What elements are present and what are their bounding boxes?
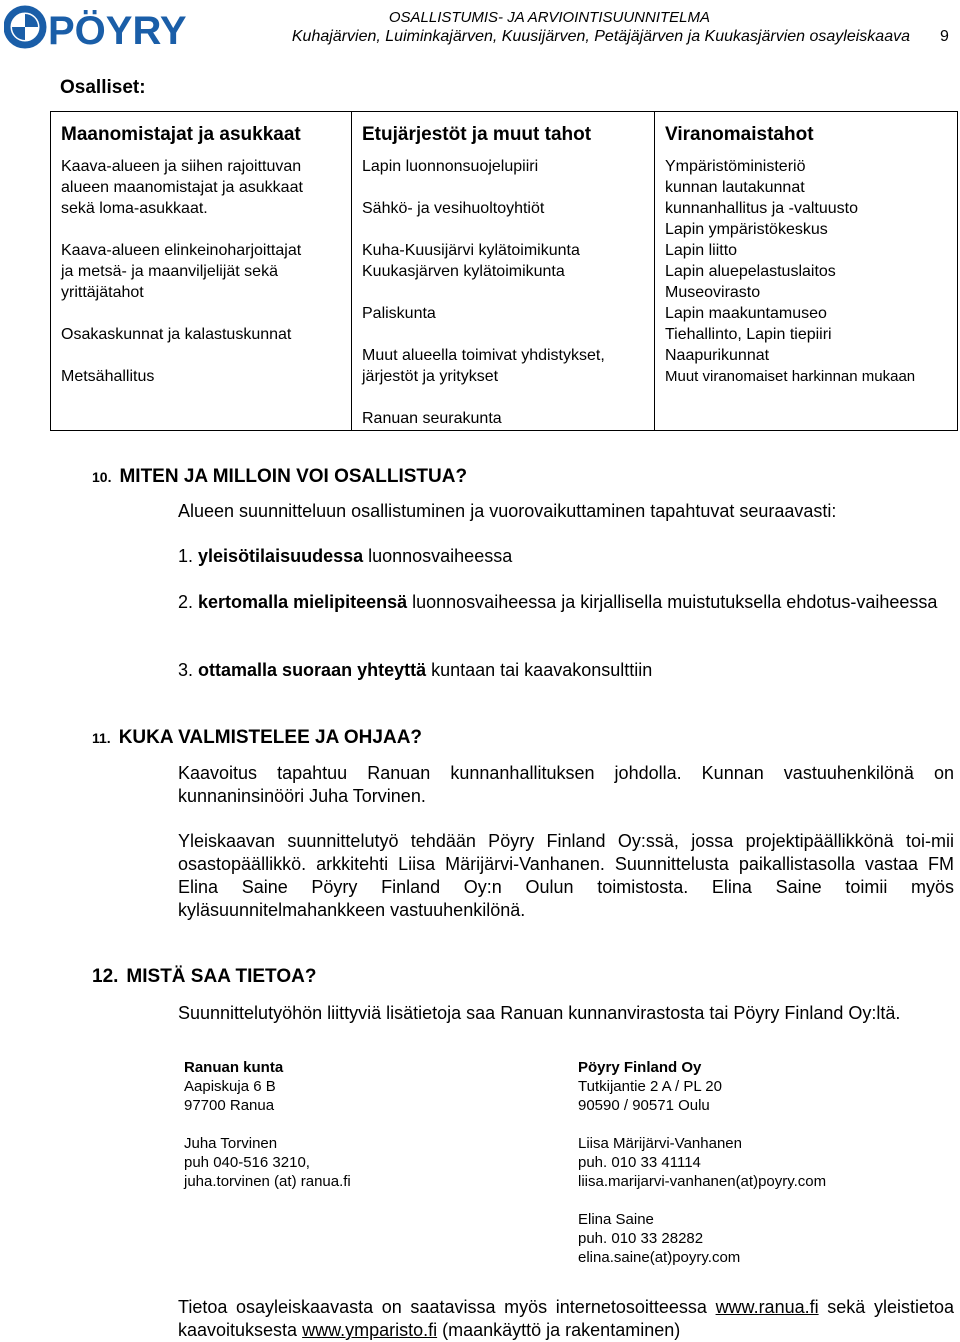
contact-ranua — [184, 1058, 544, 1191]
list-item: 1. yleisötilaisuudessa luonnosvaiheessa — [178, 546, 513, 566]
section-number: 11. — [92, 730, 111, 746]
section-10-intro: Alueen suunnitteluun osallistuminen ja vuorovaikuttaminen tapahtuvat seuraavasti: — [178, 501, 837, 521]
column-text: Kaava-alueen ja siihen rajoittuvan alueen maanomistajat ja asukkaat sekä loma-asukkaat. Kaava-alueen elinkeinoharjoittajat ja metsä- ja maanviljelijät sekä yrittäjätahot Osakaskunnat ja kalastuskunnat Metsähallitus — [61, 158, 303, 385]
contact-org: Pöyry Finland Oy — [578, 1059, 702, 1076]
section-title: MITEN JA MILLOIN VOI OSALLISTUA? — [119, 466, 468, 487]
column-heading: Etujärjestöt ja muut tahot — [362, 124, 592, 145]
contact-address: Aapiskuja 6 B — [184, 1078, 276, 1095]
contact-poyry — [578, 1058, 948, 1267]
contact-person: Juha Torvinen — [184, 1135, 278, 1152]
table-column-authorities — [665, 124, 955, 387]
contact-email: elina.saine(at)poyry.com — [578, 1249, 741, 1266]
contact-postcode: 97700 Ranua — [184, 1097, 275, 1114]
contact-postcode: 90590 / 90571 Oulu — [578, 1097, 710, 1114]
ymparisto-link[interactable]: www.ymparisto.fi — [302, 1320, 438, 1340]
contact-phone: puh. 010 33 41114 — [578, 1154, 701, 1171]
document-subtitle: Kuhajärvien, Luiminkajärven, Kuusijärven, Petäjäjärven ja Kuukasjärvien osayleiskaava — [291, 28, 910, 45]
stakeholder-table — [50, 111, 958, 431]
list-item: 3. ottamalla suoraan yhteyttä kuntaan tai kaavakonsulttiin — [178, 660, 653, 680]
document-title: OSALLISTUMIS- JA ARVIOINTISUUNNITELMA — [388, 9, 710, 26]
column-text: Lapin luonnonsuojelupiiri Sähkö- ja vesihuoltoyhtiöt Kuha-Kuusijärvi kylätoimikunta Kuukasjärven kylätoimikunta Paliskunta Muut alueella toimivat yhdistykset, järjestöt ja yritykset Ranuan seurakunta — [362, 158, 605, 427]
section-12-heading — [92, 966, 316, 988]
table-divider — [351, 112, 352, 430]
contact-person: Elina Saine — [578, 1211, 654, 1228]
section-11-paragraph-2: Yleiskaavan suunnittelutyö tehdään Pöyry Finland Oy:ssä, jossa projektipäällikkönä toi-mii osastopäällikkö. arkkitehti Liisa Märijärvi-Vanhanen. Suunnittelusta paikallistasolla vastaa FM Elina Saine Pöyry Finland Oy:n Oulun toimistosta. Elina Saine toimii myös kyläsuunnitelmahankkeen vastuuhenkilönä. — [178, 831, 954, 920]
section-title: MISTÄ SAA TIETOA? — [126, 966, 317, 987]
ranua-link[interactable]: www.ranua.fi — [715, 1297, 819, 1317]
contact-email: liisa.marijarvi-vanhanen(at)poyry.com — [578, 1173, 827, 1190]
section-title: KUKA VALMISTELEE JA OHJAA? — [118, 727, 423, 748]
logo-text: PÖYRY — [48, 9, 187, 50]
section-number: 12. — [92, 966, 119, 987]
osalliset-heading: Osalliset: — [60, 77, 146, 98]
table-column-organisations — [362, 124, 650, 429]
section-number: 10. — [92, 469, 112, 485]
contact-email: juha.torvinen (at) ranua.fi — [184, 1173, 351, 1190]
page-number: 9 — [940, 28, 949, 45]
contact-org: Ranuan kunta — [184, 1059, 284, 1076]
table-column-landowners — [61, 124, 347, 387]
list-item: 2. kertomalla mielipiteensä luonnosvaiheessa ja kirjallisella muistutuksella ehdotus-vaiheessa — [178, 592, 938, 612]
column-text-last: Muut viranomaiset harkinnan mukaan — [665, 368, 916, 385]
section-11-heading — [92, 727, 422, 749]
column-text: Ympäristöministeriö kunnan lautakunnat kunnanhallitus ja -valtuusto Lapin ympäristökeskus Lapin liitto Lapin aluepelastuslaitos Museovirasto Lapin maakuntamuseo Tiehallinto, Lapin tiepiiri Naapurikunnat — [665, 158, 859, 364]
column-heading: Viranomaistahot — [665, 124, 814, 145]
contact-address: Tutkijantie 2 A / PL 20 — [578, 1078, 722, 1095]
footer-paragraph: Tietoa osayleiskaavasta on saatavissa myös internetosoitteessa www.ranua.fi sekä yleistietoa kaavoituksesta www.ymparisto.fi (maankäyttö ja rakentaminen) — [178, 1297, 954, 1340]
section-12-paragraph: Suunnittelutyöhön liittyviä lisätietoja saa Ranuan kunnanvirastosta tai Pöyry Finland Oy:ltä. — [178, 1003, 901, 1023]
table-divider — [654, 112, 655, 430]
column-heading: Maanomistajat ja asukkaat — [61, 124, 301, 145]
contact-phone: puh 040-516 3210, — [184, 1154, 310, 1171]
contact-person: Liisa Märijärvi-Vanhanen — [578, 1135, 742, 1152]
section-11-paragraph-1: Kaavoitus tapahtuu Ranuan kunnanhallituksen johdolla. Kunnan vastuuhenkilönä on kunnaninsinööri Juha Torvinen. — [178, 763, 954, 806]
contact-phone: puh. 010 33 28282 — [578, 1230, 704, 1247]
section-10-heading — [92, 466, 467, 488]
